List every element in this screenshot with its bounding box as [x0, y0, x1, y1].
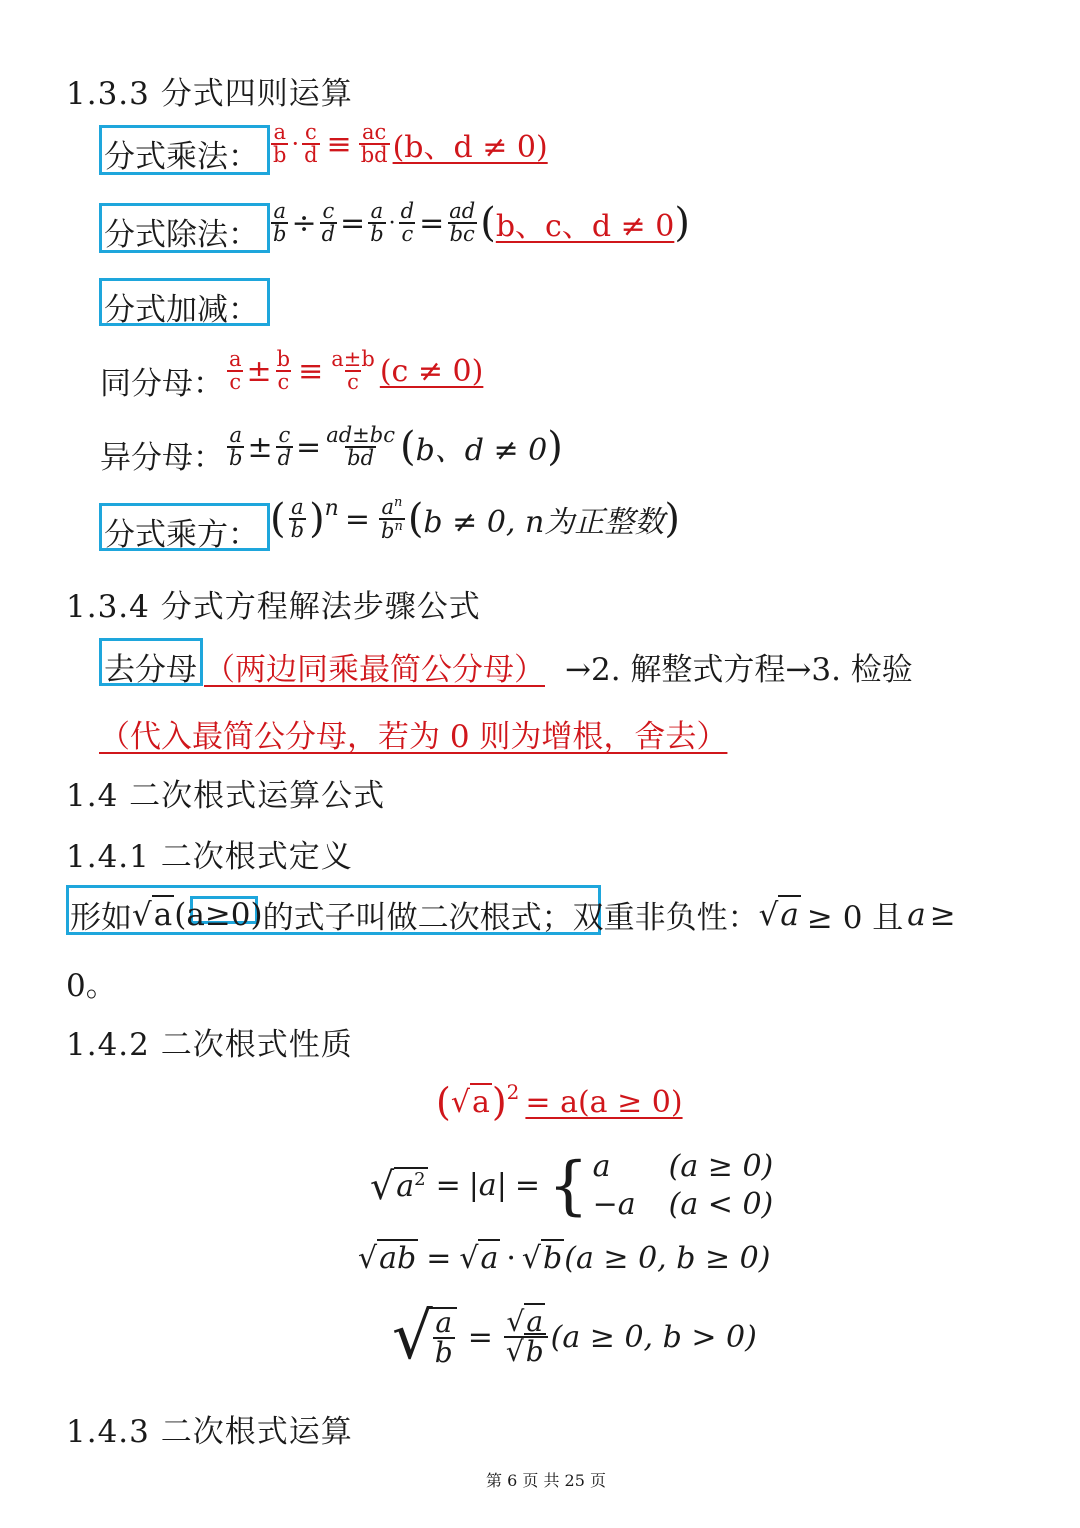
same-denominator-condition: (c ≠ 0): [379, 353, 484, 389]
definition-rest2: ≥ 0 且: [806, 900, 904, 936]
formula-power: ( $\frac{a}{b}$ ) n = $\frac{a^n}{b^n}$ ( b ≠ 0, n为正整数 ): [270, 495, 680, 543]
section-heading-1-4-1: 1.4.1 二次根式定义: [66, 839, 353, 875]
label-different-denominator: 异分母：: [100, 440, 224, 476]
label-addsub: 分式加减：: [104, 292, 259, 328]
step3-note: （代入最简公分母，若为 0 则为增根，舍去）: [99, 719, 728, 755]
definition-line: 形如 √a (a≥0) 的式子叫做二次根式； 双重非负性： √a ≥ 0 且 a ≥: [70, 892, 956, 937]
formula-same-denominator: $\frac{a}{c}$ ± $\frac{b}{c}$ ≡ $\frac{a\pm b}{c}$ (c ≠ 0): [229, 347, 484, 394]
property-formula-1: ( √a ) 2 = a(a ≥ 0): [436, 1080, 683, 1124]
step1-label: 去分母: [104, 652, 197, 688]
formula-multiplication: $\frac{a}{b}$ · $\frac{c}{d}$ ≡ $\frac{ac}{bd}$ (b、d ≠ 0): [273, 120, 548, 167]
formula-division: $\frac{a}{b}$ ÷ $\frac{c}{d}$ = $\frac{a}{b}$ · $\frac{d}{c}$ = $\frac{ad}{bc}$ ( b、c、d ≠ 0 ): [273, 199, 690, 246]
step1-note: （两边同乘最简公分母）: [204, 652, 545, 688]
label-power: 分式乘方：: [104, 517, 259, 553]
definition-tail: 0。: [66, 968, 117, 1004]
label-multiplication: 分式乘法：: [104, 139, 259, 175]
formula-different-denominator: $\frac{a}{b}$ ± $\frac{c}{d}$ = $\frac{ad\pm bc}{bd}$ ( b、d ≠ 0 ): [229, 423, 563, 470]
property-formula-2: √ $a^2$ = |a| = { a (a ≥ 0) −a (a < 0): [370, 1148, 774, 1223]
definition-part1: 形如: [70, 900, 132, 936]
label-division: 分式除法：: [104, 217, 259, 253]
section-heading-1-4-2: 1.4.2 二次根式性质: [66, 1027, 353, 1063]
section-heading-1-4: 1.4 二次根式运算公式: [66, 778, 386, 814]
section-heading-1-4-3: 1.4.3 二次根式运算: [66, 1414, 353, 1450]
section-heading-1-3-3: 1.3.3 分式四则运算: [66, 76, 353, 112]
division-condition: b、c、d ≠ 0: [495, 209, 675, 244]
section-heading-1-3-4: 1.3.4 分式方程解法步骤公式: [66, 589, 481, 625]
property-formula-3: √ab = √a · √b (a ≥ 0, b ≥ 0): [358, 1241, 771, 1276]
power-condition: b ≠ 0, n为正整数: [423, 505, 665, 540]
different-denominator-condition: b、d ≠ 0: [415, 433, 548, 468]
steps-2-3: →2. 解整式方程→3. 检验: [565, 652, 913, 688]
definition-part2: 的式子叫做二次根式；: [262, 900, 573, 936]
property-formula-4: √ $\frac{a}{b}$ = $\frac{√a}{√b}$ (a ≥ 0, b > 0): [392, 1300, 757, 1374]
definition-rest: 双重非负性：: [572, 900, 759, 936]
page-footer: 第 6 页 共 25 页: [486, 1471, 606, 1490]
label-same-denominator: 同分母：: [100, 366, 224, 402]
multiplication-condition: (b、d ≠ 0): [392, 130, 548, 165]
